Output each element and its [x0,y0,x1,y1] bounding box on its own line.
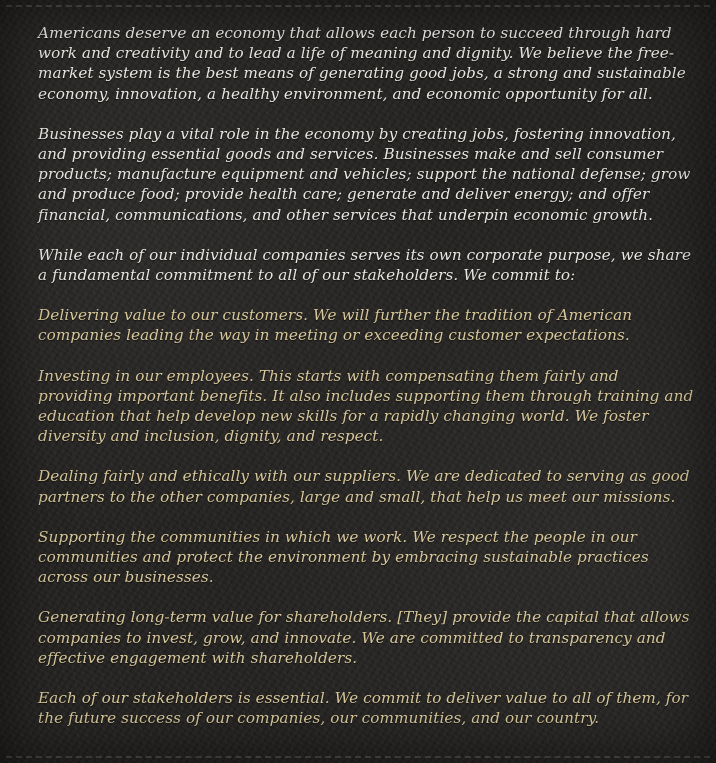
commitment-employees: Investing in our employees. This starts with compensating them fairly and providing important benefits. It also includes supporting them through training and education that help develop new skills for a rapidly changing world. We foster diversity and inclusion, dignity, and respect. [38,366,694,446]
statement-body [38,23,698,748]
intro-paragraph-commitment: While each of our individual companies serves its own corporate purpose, we share a fundamental commitment to all of our stakeholders. We commit to: [38,245,692,285]
commitment-suppliers: Dealing fairly and ethically with our suppliers. We are dedicated to serving as good partners to the other companies, large and small, that help us meet our missions. [38,467,690,506]
intro-paragraph-businesses: Businesses play a vital role in the economy by creating jobs, fostering innovation, and providing essential goods and services. Businesses make and sell consumer products; manufacture equipment and vehicles; support the national defense; grow and produce food; provide health care; generate and deliver energy; and offer financial, communications, and other services that underpin economic growth. [38,124,691,224]
commitment-communities: Supporting the communities in which we work. We respect the people in our communities and protect the environment by embracing sustainable practices across our businesses. [38,527,649,587]
top-stitching [6,5,710,7]
intro-paragraph-economy: Americans deserve an economy that allows each person to succeed through hard work and creativity and to lead a life of meaning and dignity. We believe the free-market system is the best means of generating good jobs, a strong and sustainable economy, innovation, a healthy environment, and economic opportunity for all. [38,24,686,103]
closing-paragraph: Each of our stakeholders is essential. We commit to deliver value to all of them, for the future success of our companies, our communities, and our country. [38,689,689,728]
bottom-stitching [6,756,710,758]
commitment-shareholders: Generating long-term value for shareholders. [They] provide the capital that allows companies to invest, grow, and innovate. We are committed to transparency and effective engagement with shareholders. [38,608,690,667]
commitment-customers: Delivering value to our customers. We will further the tradition of American companies leading the way in meeting or exceeding customer expectations. [38,306,633,345]
